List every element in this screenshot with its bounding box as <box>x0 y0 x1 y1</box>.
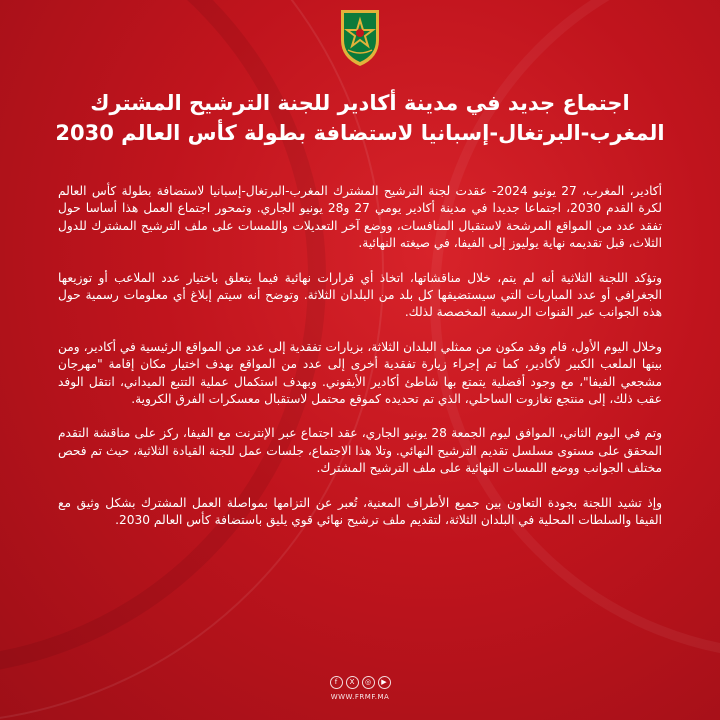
page-title <box>20 88 700 148</box>
facebook-icon[interactable]: f <box>330 676 343 689</box>
frmf-crest-logo <box>335 6 385 70</box>
instagram-icon[interactable]: ◎ <box>362 676 375 689</box>
social-links <box>0 676 720 689</box>
paragraph: وتم في اليوم الثاني، الموافق ليوم الجمعة 28 يونيو الجاري، عقد اجتماع عبر الإنترنت مع الفيفا، ركز على مناقشة التقدم المحقق على مستوى مسلسل تقديم الترشيح النهائي. وتلا هذا الاجتماع، جلسات عمل للجنة القيادة الثلاثية، حيث تم فحص مختلف الجوانب ووضع اللمسات النهائية على ملف الترشيح المشترك. <box>58 426 662 476</box>
title-line-2: المغرب-البرتغال-إسبانيا لاستضافة بطولة كأس العالم 2030 <box>55 121 665 145</box>
title-line-1: اجتماع جديد في مدينة أكادير للجنة الترشيح المشترك <box>90 91 630 115</box>
article-body <box>58 183 662 547</box>
footer <box>0 676 720 701</box>
website-link[interactable]: WWW.FRMF.MA <box>330 693 390 701</box>
paragraph: وإذ تشيد اللجنة بجودة التعاون بين جميع الأطراف المعنية، تُعبر عن التزامها بمواصلة العمل المشترك بشكل وثيق مع الفيفا والسلطات المحلية في البلدان الثلاثة، لتقديم ملف ترشيح نهائي قوي يليق باستضافة كأس العالم 2030. <box>58 495 662 528</box>
paragraph: وخلال اليوم الأول، قام وفد مكون من ممثلي البلدان الثلاثة، بزيارات تفقدية إلى عدد من المواقع الرئيسية في أكادير، ومن بينها الملعب الكبير لأكادير، كما تم إجراء زيارة تفقدية أخرى إلى عدد من المواقع بهدف اختيار مكان إقامة "مهرجان مشجعي الفيفا"، مع وجود أفضلية يتمتع بها شاطئ أكادير الأيقوني. وبهدف استكمال عملية التتبع الميداني، انتقل الوفد عقب ذلك، إلى منتجع تغازوت الساحلي، الذي تم تحديده كموقع محتمل لاستقبال معسكرات الفرق الكروية. <box>58 339 662 407</box>
x-icon[interactable]: X <box>346 676 359 689</box>
paragraph: وتؤكد اللجنة الثلاثية أنه لم يتم، خلال مناقشاتها، اتخاذ أي قرارات نهائية فيما يتعلق باختيار عدد الملاعب أو توزيعها الجغرافي أو عدد المباريات التي سيستضيفها كل بلد من البلدان الثلاثة. وتوضح أنه سيتم إبلاغ أي معلومات رسمية حول هذه الجوانب عبر القنوات الرسمية المخصصة لذلك. <box>58 270 662 320</box>
youtube-icon[interactable]: ▶ <box>378 676 391 689</box>
paragraph: أكادير، المغرب، 27 يونيو 2024- عقدت لجنة الترشيح المشترك المغرب-البرتغال-إسبانيا لاستضافة بطولة كأس العالم لكرة القدم 2030، اجتماعا جديدا في مدينة أكادير يومي 27 و28 يونيو الجاري. وتمحور اجتماع العمل هذا أساسا حول تفقد عدد من المواقع المرشحة لاستقبال المنافسات، ووضع آخر التعديلات واللمسات على ملف الترشيح المشترك للدول الثلاث، قبل تقديمه نهاية يوليوز إلى الفيفا، في صيغته النهائية. <box>58 184 662 251</box>
